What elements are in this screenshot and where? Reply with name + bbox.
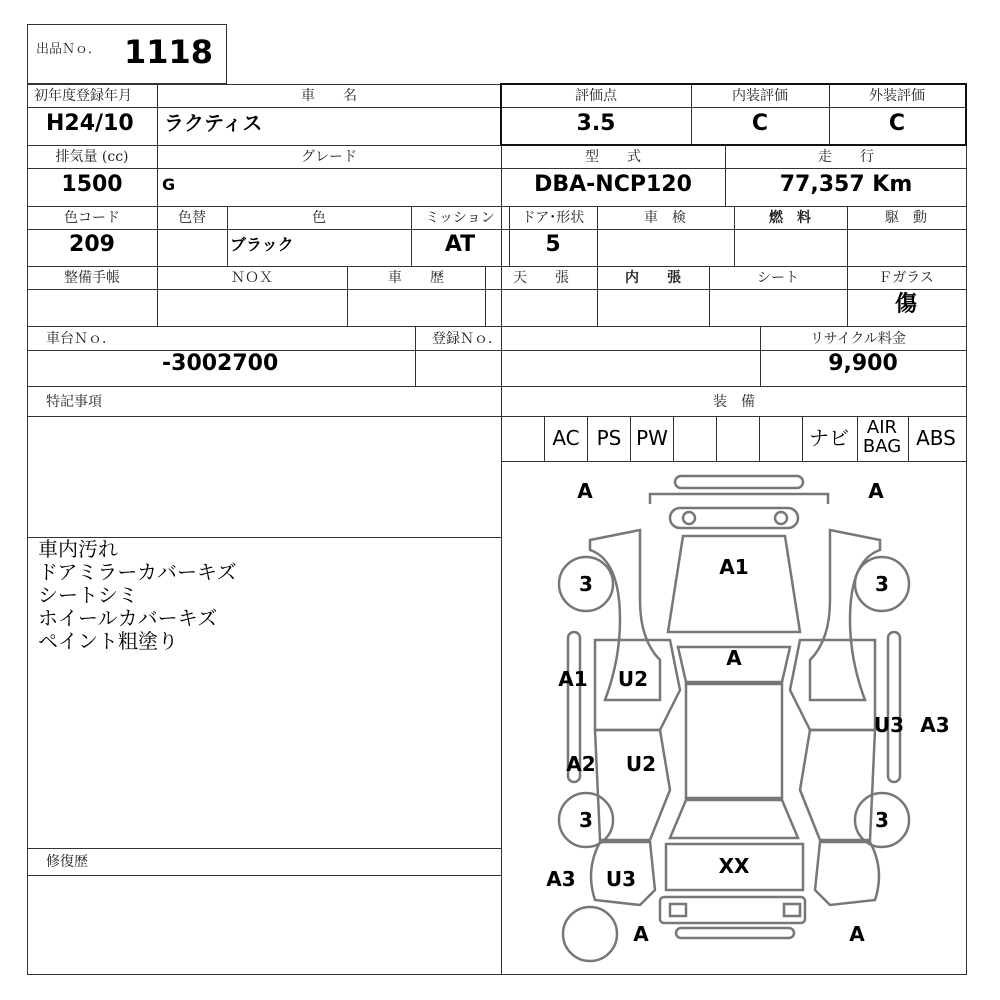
service-book-label: 整備手帳 <box>64 270 120 286</box>
chassis-label: 車台Ｎｏ． <box>46 331 116 347</box>
damage-front-left-corner: A <box>577 479 593 503</box>
fglass-label: Ｆガラス <box>878 270 934 286</box>
nox-label: ＮＯＸ <box>231 270 273 286</box>
vehicle-history-label: 車 歴 <box>388 270 444 286</box>
damage-windshield: A <box>726 646 742 670</box>
damage-left-door-rear: U2 <box>625 752 657 776</box>
mileage-value: 77,357 Km <box>779 172 913 197</box>
color-code-value: 209 <box>69 232 115 257</box>
fuel-label: 燃 料 <box>769 210 811 226</box>
score-value: 3.5 <box>576 111 616 136</box>
note-line: シートシミ <box>38 583 138 607</box>
door-value: 5 <box>545 232 561 257</box>
mission-value: AT <box>444 232 476 257</box>
damage-left-sill-rear: A2 <box>566 752 596 776</box>
equipment-item-abs: ABS <box>916 426 956 450</box>
note-line: ドアミラーカバーキズ <box>38 560 237 584</box>
fglass-value: 傷 <box>894 292 918 317</box>
recycle-fee-label: リサイクル料金 <box>809 331 907 347</box>
score-label: 評価点 <box>575 88 617 104</box>
registration-no-label: 登録Ｎｏ． <box>432 331 502 347</box>
note-line: ペイント粗塗り <box>38 629 178 653</box>
displacement-value: 1500 <box>61 172 123 197</box>
grade-label: グレード <box>301 149 357 165</box>
interior-value: C <box>751 111 769 136</box>
damage-rear-right-corner: A <box>849 922 865 946</box>
damage-right-sill-rear: A3 <box>920 713 950 737</box>
equipment-item-airbag: AIR BAG <box>862 417 902 457</box>
inspection-label: 車 検 <box>644 210 686 226</box>
tire-front-right: 3 <box>875 572 889 596</box>
equipment-label: 装 備 <box>713 394 755 410</box>
mileage-label: 走 行 <box>818 149 874 165</box>
color-value: ブラック <box>230 235 294 254</box>
recycle-fee-value: 9,900 <box>828 351 898 376</box>
damage-rear-glass: XX <box>718 854 750 878</box>
color-code-label: 色コード <box>64 210 120 226</box>
exterior-label: 外装評価 <box>869 88 925 104</box>
car-name-label: 車 名 <box>301 88 357 104</box>
damage-left-rear-quarter-a: A3 <box>546 867 576 891</box>
special-notes-label: 特記事項 <box>46 394 102 410</box>
special-notes-list <box>38 538 237 653</box>
tire-front-left: 3 <box>579 572 593 596</box>
damage-left-rear-quarter-u: U3 <box>605 867 637 891</box>
interior-label: 内装評価 <box>732 88 788 104</box>
damage-right-door-rear: U3 <box>873 713 905 737</box>
door-label: ドア･形状 <box>521 210 585 226</box>
grade-value: G <box>162 175 176 194</box>
drive-label: 駆 動 <box>885 210 927 226</box>
damage-front-right-corner: A <box>868 479 884 503</box>
repair-history-label: 修復歴 <box>46 854 88 870</box>
note-line: ホイールカバーキズ <box>38 606 218 630</box>
lot-number-label: 出品Ｎｏ． <box>36 42 102 57</box>
equipment-item-pw: PW <box>636 426 668 450</box>
seat-label: シート <box>757 270 799 286</box>
color-label: 色 <box>312 210 326 226</box>
lot-number-value: 1118 <box>124 33 214 71</box>
equipment-item-navi: ナビ <box>809 426 849 450</box>
equipment-item-ps: PS <box>596 426 622 450</box>
damage-hood: A1 <box>719 555 749 579</box>
car-name-value: ラクティス <box>164 111 263 135</box>
damage-left-door-front: U2 <box>617 667 649 691</box>
tire-rear-right: 3 <box>875 808 889 832</box>
displacement-label: 排気量 (cc) <box>55 149 129 165</box>
model-label: 型 式 <box>585 149 641 165</box>
tire-rear-left: 3 <box>579 808 593 832</box>
first-reg-value: H24/10 <box>46 111 134 136</box>
color-change-label: 色替 <box>178 210 206 226</box>
damage-rear-left-corner: A <box>633 922 649 946</box>
equipment-item-ac: AC <box>552 426 580 450</box>
form-outer <box>27 84 967 975</box>
damage-left-sill-front: A1 <box>558 667 588 691</box>
mission-label: ミッション <box>425 210 495 226</box>
chassis-value: -3002700 <box>162 351 279 376</box>
model-value: DBA-NCP120 <box>534 172 692 197</box>
interior-lining-label: 内 張 <box>625 270 681 286</box>
note-line: 車内汚れ <box>38 537 118 561</box>
first-reg-label: 初年度登録年月 <box>34 88 132 104</box>
exterior-value: C <box>888 111 906 136</box>
sunroof-label: 天 張 <box>513 270 569 286</box>
